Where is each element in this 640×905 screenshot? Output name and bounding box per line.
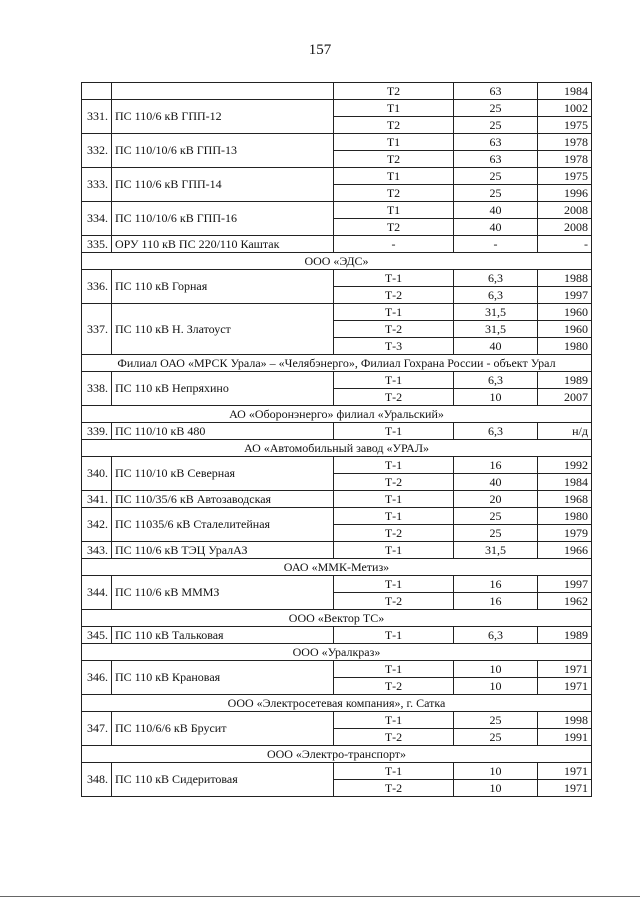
year-cell: 1996	[538, 185, 592, 202]
organization-row	[82, 695, 592, 712]
station-name-cell	[112, 83, 334, 100]
transformer-cell: Т-1	[334, 627, 454, 644]
transformer-cell: Т-2	[334, 389, 454, 406]
organization-row	[82, 440, 592, 457]
year-cell: 1998	[538, 712, 592, 729]
power-cell: 6,3	[454, 627, 538, 644]
organization-name: АО «Автомобильный завод «УРАЛ»	[82, 440, 592, 457]
power-cell: 10	[454, 763, 538, 780]
station-number: 332.	[82, 134, 112, 168]
table-row	[82, 168, 592, 185]
year-cell: 1997	[538, 576, 592, 593]
transformer-cell: Т-2	[334, 729, 454, 746]
substation-table-body	[82, 83, 592, 797]
transformer-cell: Т1	[334, 168, 454, 185]
transformer-cell: Т2	[334, 151, 454, 168]
power-cell: 25	[454, 729, 538, 746]
station-name: ОРУ 110 кВ ПС 220/110 Каштак	[112, 236, 334, 253]
transformer-cell: Т2	[334, 185, 454, 202]
year-cell: 1980	[538, 508, 592, 525]
station-name: ПС 110/10/6 кВ ГПП-13	[112, 134, 334, 168]
year-cell: 1991	[538, 729, 592, 746]
year-cell: 1971	[538, 780, 592, 797]
year-cell: 1975	[538, 168, 592, 185]
table-row	[82, 712, 592, 729]
table-row	[82, 236, 592, 253]
station-name: ПС 110/10/6 кВ ГПП-16	[112, 202, 334, 236]
transformer-cell: Т2	[334, 219, 454, 236]
transformer-cell: Т2	[334, 83, 454, 100]
organization-name: АО «Оборонэнерго» филиал «Уральский»	[82, 406, 592, 423]
year-cell: 1962	[538, 593, 592, 610]
year-cell: 1992	[538, 457, 592, 474]
transformer-cell: Т-1	[334, 457, 454, 474]
station-number: 348.	[82, 763, 112, 797]
station-number: 346.	[82, 661, 112, 695]
transformer-cell: Т1	[334, 202, 454, 219]
station-number: 342.	[82, 508, 112, 542]
transformer-cell: Т-2	[334, 287, 454, 304]
table-row	[82, 270, 592, 287]
power-cell: 16	[454, 576, 538, 593]
year-cell: 1971	[538, 661, 592, 678]
table-row	[82, 134, 592, 151]
power-cell: 25	[454, 168, 538, 185]
page-bottom-rule	[0, 896, 640, 897]
table-row	[82, 304, 592, 321]
power-cell: 40	[454, 202, 538, 219]
power-cell: 40	[454, 219, 538, 236]
transformer-cell: Т-1	[334, 491, 454, 508]
station-number: 340.	[82, 457, 112, 491]
power-cell: 25	[454, 100, 538, 117]
station-name: ПС 110/6 кВ МММЗ	[112, 576, 334, 610]
power-cell: 10	[454, 661, 538, 678]
transformer-cell: Т-1	[334, 763, 454, 780]
table-row	[82, 661, 592, 678]
transformer-cell: Т-2	[334, 593, 454, 610]
organization-name: ООО «ЭДС»	[82, 253, 592, 270]
station-number: 347.	[82, 712, 112, 746]
power-cell: 31,5	[454, 304, 538, 321]
transformer-cell: Т-1	[334, 576, 454, 593]
power-cell: 25	[454, 185, 538, 202]
power-cell: 6,3	[454, 372, 538, 389]
organization-row	[82, 610, 592, 627]
power-cell: 10	[454, 780, 538, 797]
year-cell: 1978	[538, 134, 592, 151]
station-name: ПС 110/10 кВ 480	[112, 423, 334, 440]
station-name: ПС 110 кВ Горная	[112, 270, 334, 304]
station-name: ПС 110/10 кВ Северная	[112, 457, 334, 491]
transformer-cell: Т-2	[334, 321, 454, 338]
station-name: ПС 110 кВ Сидеритовая	[112, 763, 334, 797]
transformer-cell: Т-1	[334, 423, 454, 440]
transformer-cell: Т-3	[334, 338, 454, 355]
station-number: 345.	[82, 627, 112, 644]
power-cell: 25	[454, 525, 538, 542]
transformer-cell: Т-1	[334, 372, 454, 389]
year-cell: 1960	[538, 304, 592, 321]
year-cell: 1960	[538, 321, 592, 338]
transformer-cell: Т-1	[334, 270, 454, 287]
year-cell: 1979	[538, 525, 592, 542]
transformer-cell: Т-2	[334, 525, 454, 542]
power-cell: 6,3	[454, 287, 538, 304]
year-cell: н/д	[538, 423, 592, 440]
table-row	[82, 627, 592, 644]
table-row	[82, 372, 592, 389]
power-cell: 6,3	[454, 423, 538, 440]
transformer-cell: Т1	[334, 134, 454, 151]
table-row	[82, 542, 592, 559]
year-cell: 2007	[538, 389, 592, 406]
organization-row	[82, 746, 592, 763]
station-name: ПС 110 кВ Тальковая	[112, 627, 334, 644]
organization-name: ООО «Электро-транспорт»	[82, 746, 592, 763]
organization-name: ОАО «ММК-Метиз»	[82, 559, 592, 576]
station-number: 344.	[82, 576, 112, 610]
organization-row	[82, 406, 592, 423]
table-row	[82, 423, 592, 440]
organization-name: ООО «Электросетевая компания», г. Сатка	[82, 695, 592, 712]
station-name: ПС 11035/6 кВ Сталелитейная	[112, 508, 334, 542]
power-cell: 31,5	[454, 321, 538, 338]
organization-row	[82, 355, 592, 372]
table-row-continued	[82, 83, 592, 100]
year-cell: 2008	[538, 202, 592, 219]
station-name: ПС 110/6 кВ ГПП-14	[112, 168, 334, 202]
station-number: 339.	[82, 423, 112, 440]
year-cell: 1971	[538, 678, 592, 695]
power-cell: 16	[454, 457, 538, 474]
power-cell: -	[454, 236, 538, 253]
station-name: ПС 110/35/6 кВ Автозаводская	[112, 491, 334, 508]
transformer-cell: Т-1	[334, 304, 454, 321]
year-cell: 1980	[538, 338, 592, 355]
station-name: ПС 110/6 кВ ТЭЦ УралАЗ	[112, 542, 334, 559]
organization-name: ООО «Уралкраз»	[82, 644, 592, 661]
transformer-cell: Т1	[334, 100, 454, 117]
power-cell: 63	[454, 83, 538, 100]
power-cell: 40	[454, 474, 538, 491]
power-cell: 10	[454, 678, 538, 695]
station-number: 336.	[82, 270, 112, 304]
transformer-cell: Т-1	[334, 712, 454, 729]
power-cell: 6,3	[454, 270, 538, 287]
organization-row	[82, 559, 592, 576]
station-number-cell	[82, 83, 112, 100]
year-cell: 1966	[538, 542, 592, 559]
station-name: ПС 110 кВ Н. Златоуст	[112, 304, 334, 355]
transformer-cell: -	[334, 236, 454, 253]
station-number: 334.	[82, 202, 112, 236]
station-number: 341.	[82, 491, 112, 508]
year-cell: 1997	[538, 287, 592, 304]
year-cell: 1978	[538, 151, 592, 168]
year-cell: 1984	[538, 83, 592, 100]
organization-row	[82, 644, 592, 661]
station-number: 335.	[82, 236, 112, 253]
organization-name: ООО «Вектор ТС»	[82, 610, 592, 627]
station-name: ПС 110/6/6 кВ Брусит	[112, 712, 334, 746]
transformer-cell: Т-1	[334, 508, 454, 525]
year-cell: 2008	[538, 219, 592, 236]
power-cell: 25	[454, 712, 538, 729]
substation-table	[81, 82, 592, 797]
table-row	[82, 457, 592, 474]
power-cell: 63	[454, 151, 538, 168]
transformer-cell: Т-2	[334, 474, 454, 491]
power-cell: 20	[454, 491, 538, 508]
year-cell: 1988	[538, 270, 592, 287]
station-number: 331.	[82, 100, 112, 134]
power-cell: 31,5	[454, 542, 538, 559]
year-cell: 1971	[538, 763, 592, 780]
table-row	[82, 763, 592, 780]
power-cell: 10	[454, 389, 538, 406]
power-cell: 25	[454, 117, 538, 134]
station-number: 343.	[82, 542, 112, 559]
station-number: 338.	[82, 372, 112, 406]
year-cell: 1975	[538, 117, 592, 134]
station-number: 337.	[82, 304, 112, 355]
organization-name: Филиал ОАО «МРСК Урала» – «Челябэнерго», Филиал Гохрана России - объект Урал	[82, 355, 592, 372]
year-cell: -	[538, 236, 592, 253]
table-row	[82, 508, 592, 525]
table-row	[82, 491, 592, 508]
transformer-cell: Т-1	[334, 542, 454, 559]
transformer-cell: Т-1	[334, 661, 454, 678]
table-row	[82, 576, 592, 593]
table-row	[82, 100, 592, 117]
year-cell: 1984	[538, 474, 592, 491]
station-name: ПС 110/6 кВ ГПП-12	[112, 100, 334, 134]
station-name: ПС 110 кВ Непряхино	[112, 372, 334, 406]
organization-row	[82, 253, 592, 270]
station-number: 333.	[82, 168, 112, 202]
year-cell: 1968	[538, 491, 592, 508]
transformer-cell: Т-2	[334, 780, 454, 797]
transformer-cell: Т-2	[334, 678, 454, 695]
year-cell: 1989	[538, 372, 592, 389]
year-cell: 1002	[538, 100, 592, 117]
power-cell: 40	[454, 338, 538, 355]
transformer-cell: Т2	[334, 117, 454, 134]
power-cell: 25	[454, 508, 538, 525]
table-row	[82, 202, 592, 219]
power-cell: 63	[454, 134, 538, 151]
power-cell: 16	[454, 593, 538, 610]
station-name: ПС 110 кВ Крановая	[112, 661, 334, 695]
year-cell: 1989	[538, 627, 592, 644]
page-number: 157	[308, 42, 332, 58]
